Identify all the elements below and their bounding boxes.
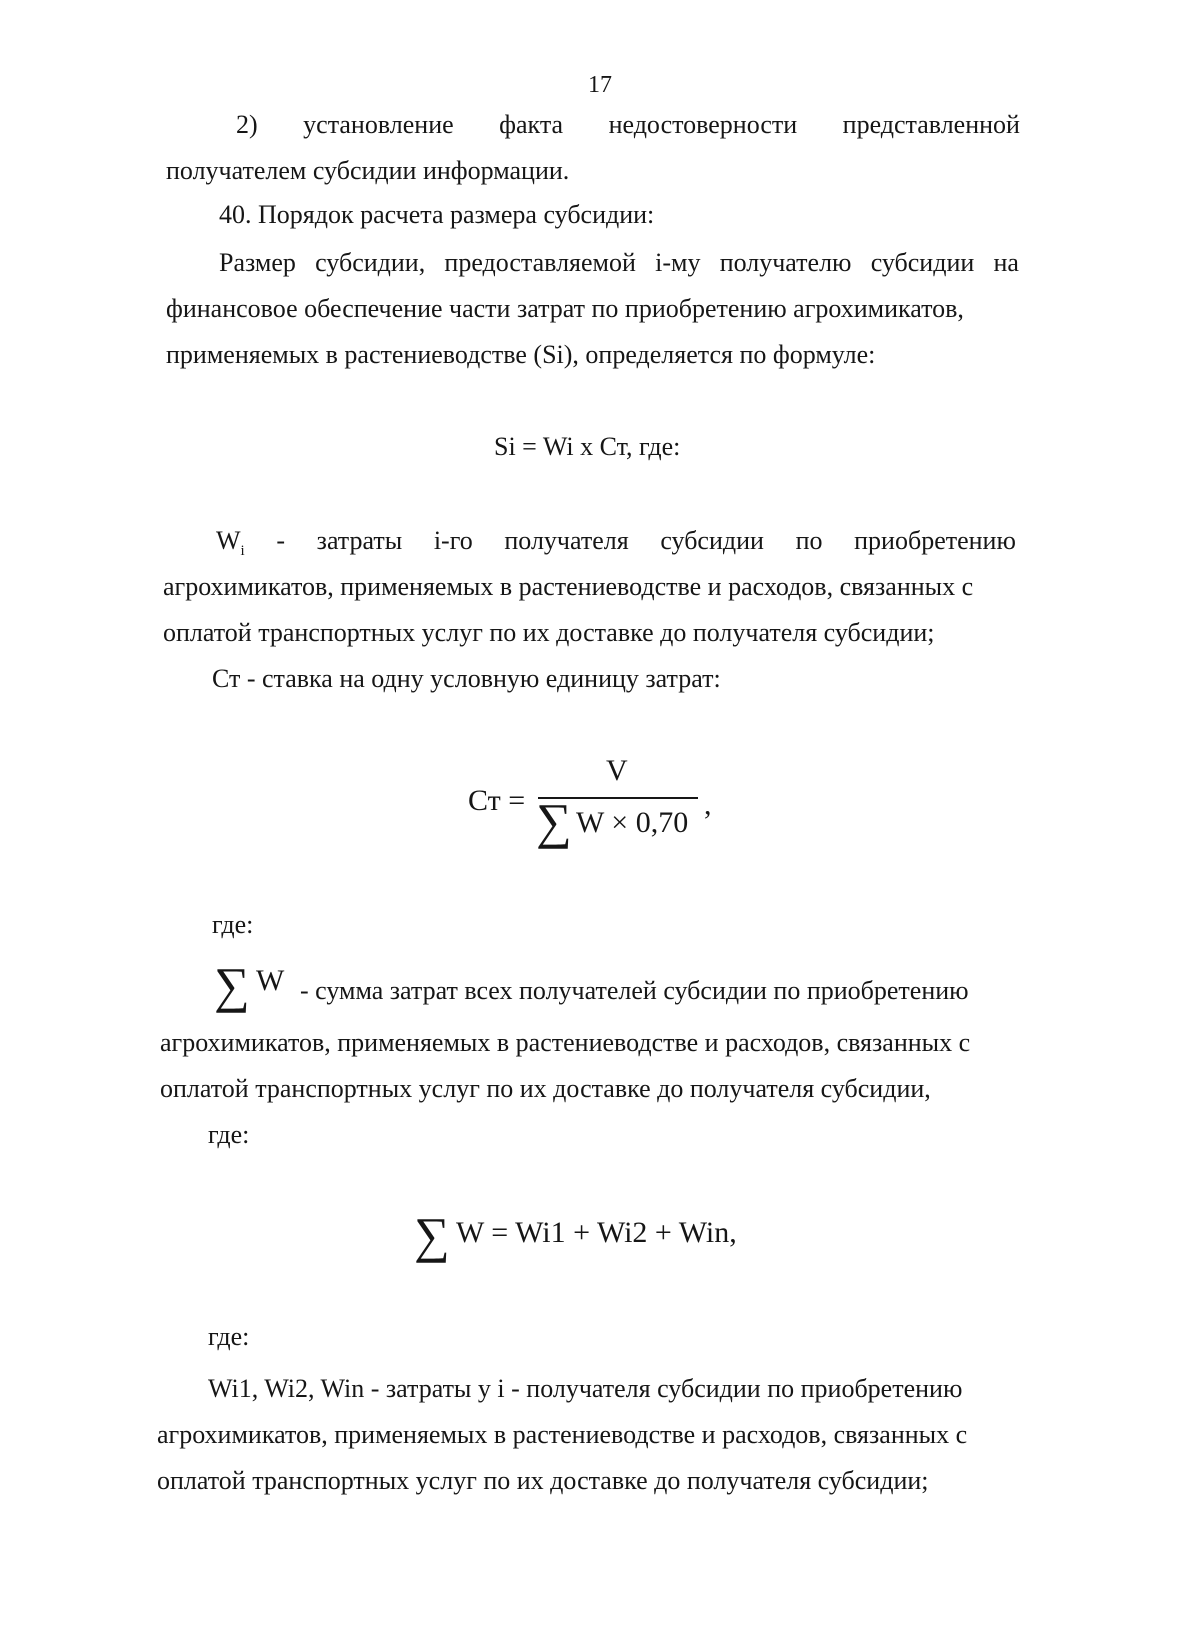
word: субсидии — [870, 248, 975, 277]
gde-label-1: где: — [212, 910, 254, 939]
word: i-го — [433, 526, 473, 555]
word: на — [993, 248, 1019, 277]
paragraph-1-line-1 — [236, 110, 1020, 140]
formula-si: Si = Wi x Ст, где: — [494, 432, 681, 461]
word: получателю — [719, 248, 852, 277]
word: факта — [499, 110, 564, 139]
paragraph-2: 40. Порядок расчета размера субсидии: — [219, 200, 655, 229]
sum-w-definition-line-1 — [214, 957, 1024, 1013]
sigma-icon: ∑ — [414, 1207, 450, 1263]
word: приобретению — [854, 526, 1016, 555]
formula-ct-comma: , — [704, 788, 712, 821]
paragraph-3-line-3: применяемых в растениеводстве (Si), определяется по формуле: — [166, 340, 876, 369]
paragraph-3-line-2: финансовое обеспечение части затрат по приобретению агрохимикатов, — [166, 294, 964, 323]
word: Размер — [219, 248, 296, 277]
wi-definition-line-1 — [216, 526, 1016, 560]
formula-sum-w — [414, 1208, 774, 1264]
word: 2) — [236, 110, 258, 139]
formula-ct-lhs: Ст = — [468, 784, 526, 817]
sum-w-text: - сумма затрат всех получателей субсидии по приобретению — [300, 976, 969, 1005]
word: - — [276, 526, 286, 555]
word: получателя — [504, 526, 629, 555]
wi-definition-line-3: оплатой транспортных услуг по их доставке до получателя субсидии; — [163, 618, 935, 647]
wi-symbol: $W_i$ — [216, 526, 245, 559]
page-number: 17 — [588, 72, 612, 98]
gde-label-2: где: — [208, 1120, 250, 1149]
sum-w-definition-line-2: агрохимикатов, применяемых в растениеводстве и расходов, связанных с — [160, 1028, 971, 1057]
wi-definition-line-2: агрохимикатов, применяемых в растениеводстве и расходов, связанных с — [163, 572, 974, 601]
word: установление — [303, 110, 454, 139]
word: i-му — [655, 248, 701, 277]
sigma-icon: ∑ — [214, 957, 250, 1013]
word: предоставляемой — [444, 248, 636, 277]
word: по — [795, 526, 823, 555]
word: затраты — [316, 526, 403, 555]
last-definition-line-1: Wi1, Wi2, Win - затраты у i - получателя субсидии по приобретению — [208, 1374, 963, 1403]
last-definition-line-2: агрохимикатов, применяемых в растениеводстве и расходов, связанных с — [157, 1420, 968, 1449]
formula-ct-denominator: W × 0,70 — [576, 806, 689, 839]
gde-label-3: где: — [208, 1322, 250, 1351]
formula-ct — [468, 754, 728, 850]
paragraph-1-line-2: получателем субсидии информации. — [166, 156, 570, 185]
word: субсидии, — [315, 248, 426, 277]
sigma-icon: ∑ — [536, 793, 572, 849]
last-definition-line-3: оплатой транспортных услуг по их доставке до получателя субсидии; — [157, 1466, 929, 1495]
sum-w-definition-line-3: оплатой транспортных услуг по их доставке до получателя субсидии, — [160, 1074, 931, 1103]
ct-definition: Ст - ставка на одну условную единицу затрат: — [212, 664, 721, 693]
formula-sum-w-expression: W = Wi1 + Wi2 + Win, — [456, 1216, 737, 1249]
word: недостоверности — [608, 110, 798, 139]
sum-w-symbol: W — [256, 964, 285, 997]
formula-ct-numerator: V — [606, 754, 628, 787]
paragraph-3-line-1 — [219, 248, 1019, 278]
word: представленной — [842, 110, 1020, 139]
word: субсидии — [660, 526, 764, 555]
